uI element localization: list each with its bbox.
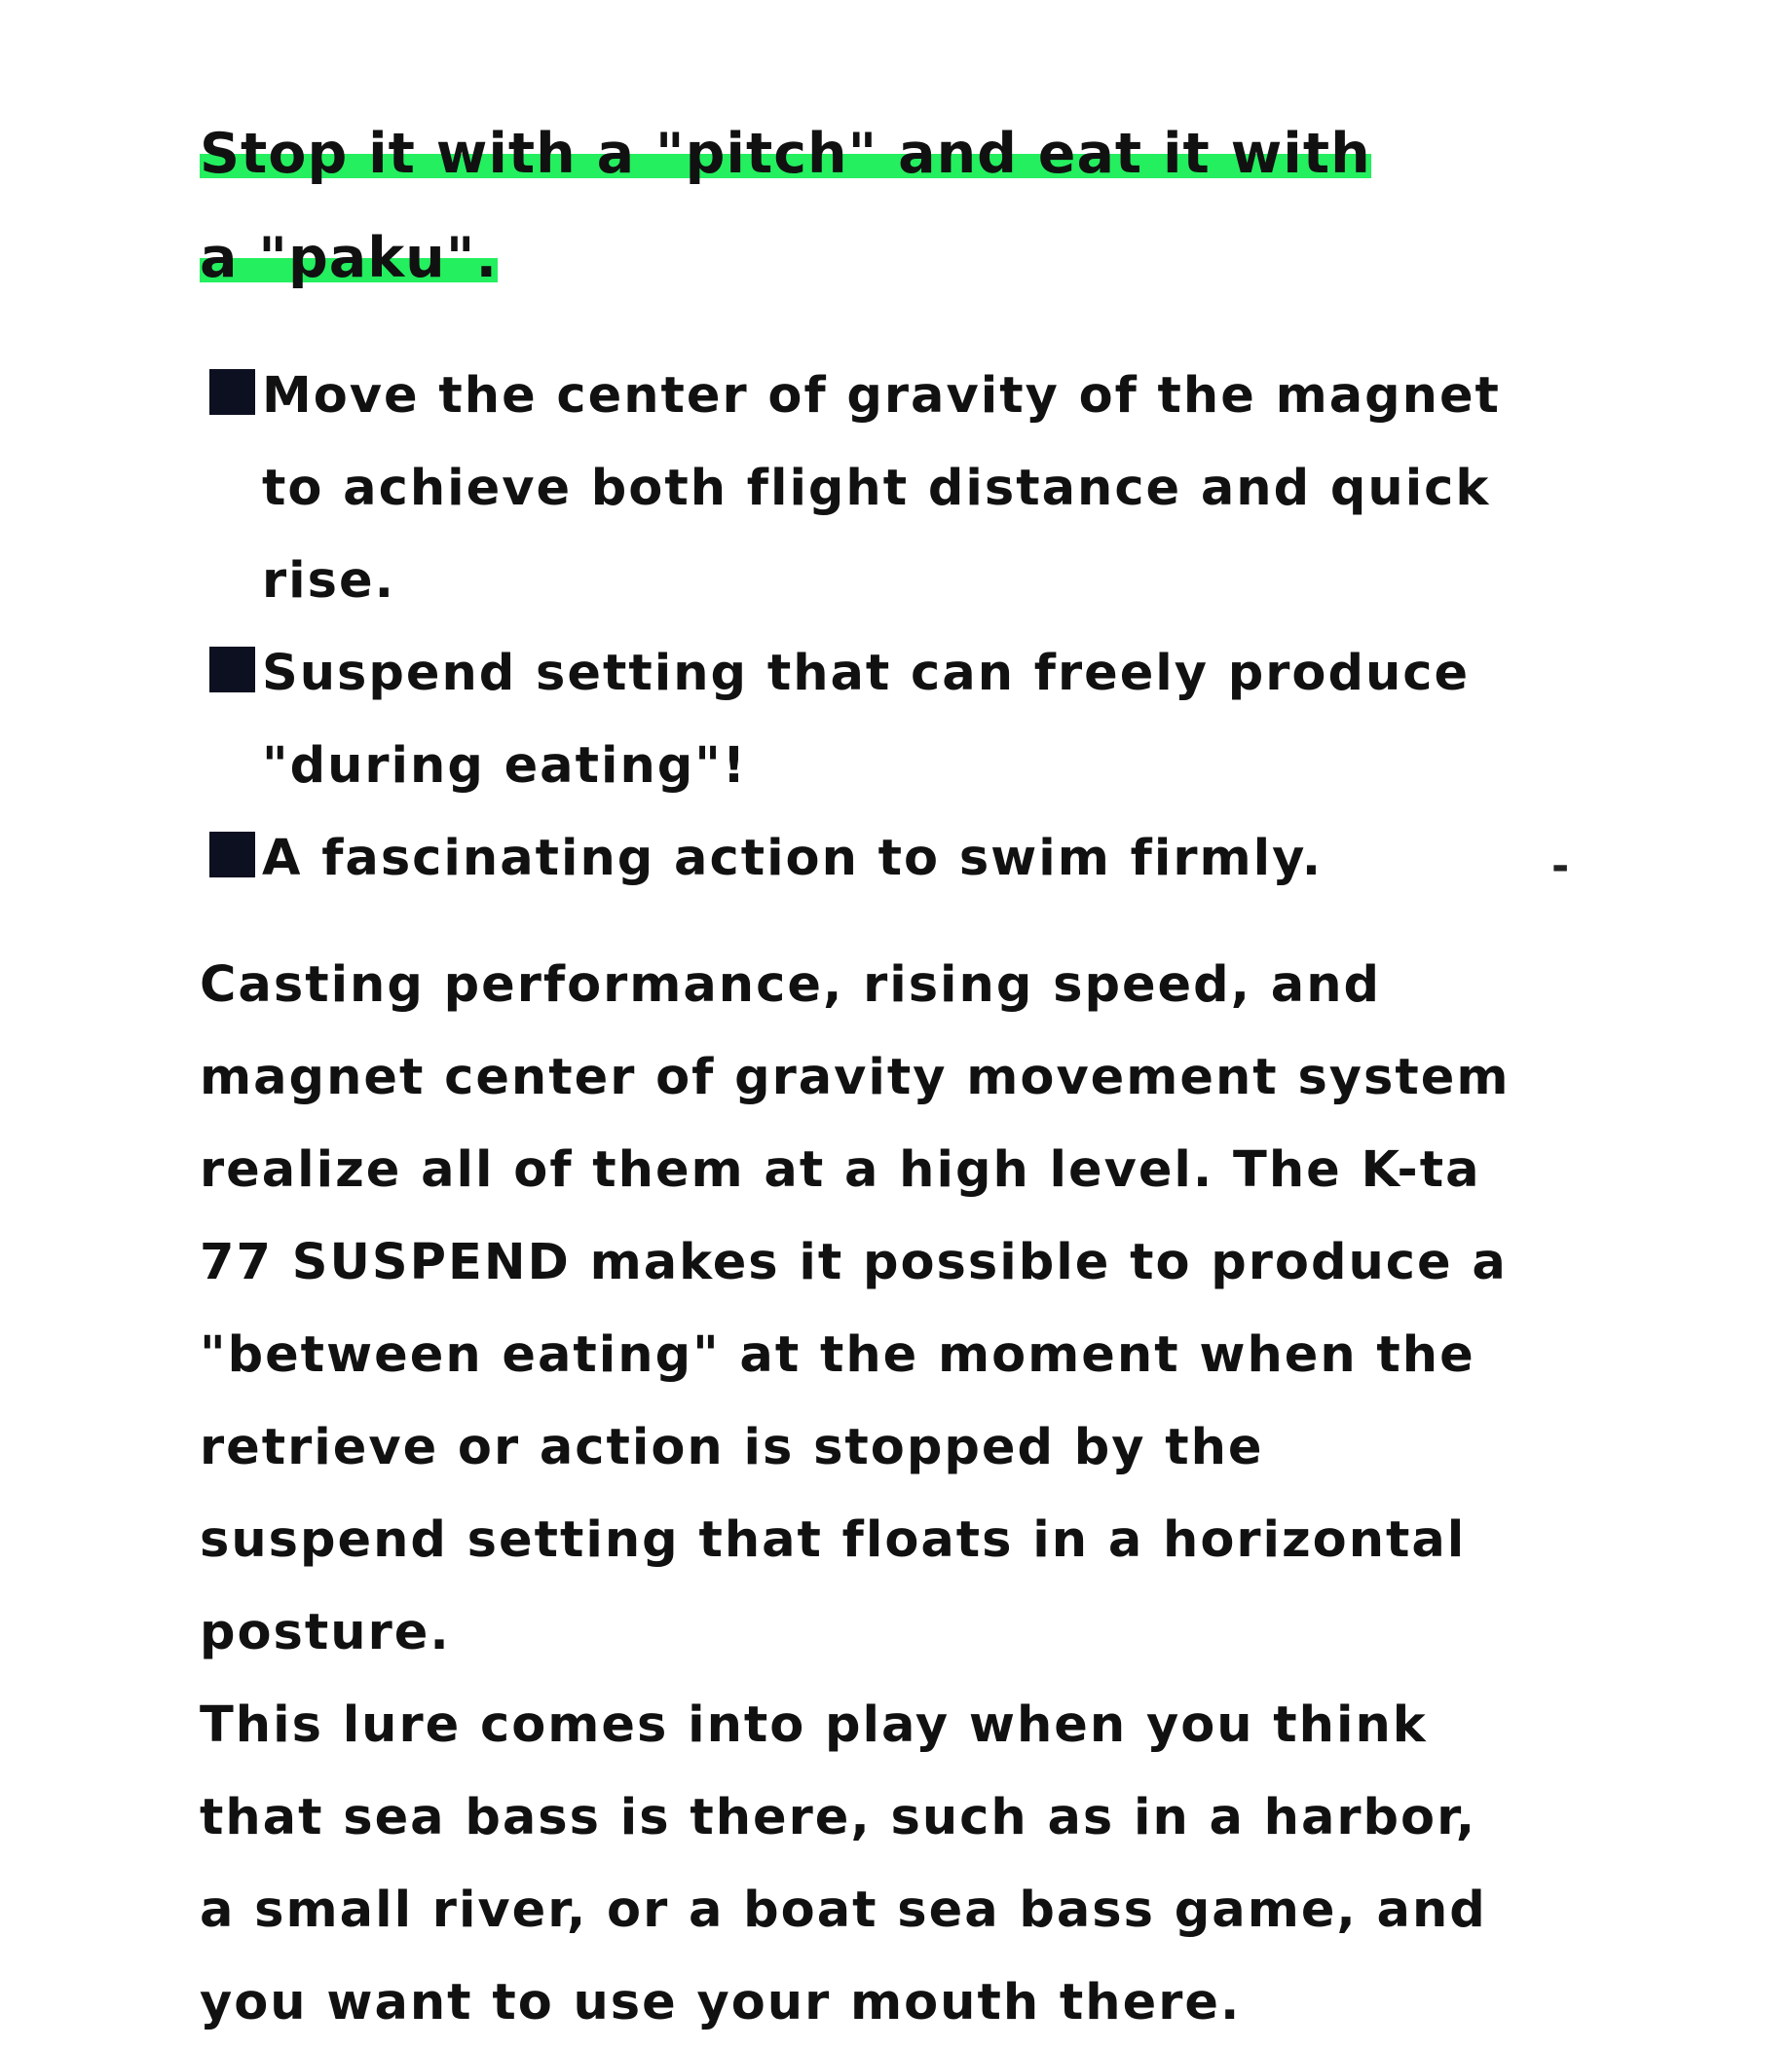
square-bullet-icon xyxy=(209,647,255,692)
heading-highlight: Stop it with a "pitch" and eat it with a "paku". xyxy=(200,122,1371,290)
square-bullet-icon xyxy=(209,369,255,415)
feature-text: Move the center of gravity of the magnet to achieve both flight distance and quick rise. xyxy=(262,367,1501,610)
section-heading xyxy=(200,102,1427,311)
feature-text: A fascinating action to swim firmly. xyxy=(262,830,1324,887)
feature-item xyxy=(200,627,1524,812)
feature-item xyxy=(200,812,1524,905)
feature-item xyxy=(200,350,1524,627)
description-body xyxy=(200,939,1524,2049)
feature-list xyxy=(200,350,1524,905)
square-bullet-icon xyxy=(209,832,255,877)
description-paragraph: Casting performance, rising speed, and magnet center of gravity movement system realize all of them at a high level. The K-ta 77 SUSPEND makes it possible to produce a "between eating" at the moment when the retrieve or action is stopped by the suspend setting that floats in a horizontal posture. xyxy=(200,956,1511,1661)
description-paragraph: This lure comes into play when you think that sea bass is there, such as in a harbor, a small river, or a boat sea bass game, and you want to use your mouth there. xyxy=(200,1696,1487,2031)
side-dash-mark: - xyxy=(1551,841,1570,891)
feature-text: Suspend setting that can freely produce "during eating"! xyxy=(262,645,1471,795)
product-description xyxy=(200,102,1524,2049)
